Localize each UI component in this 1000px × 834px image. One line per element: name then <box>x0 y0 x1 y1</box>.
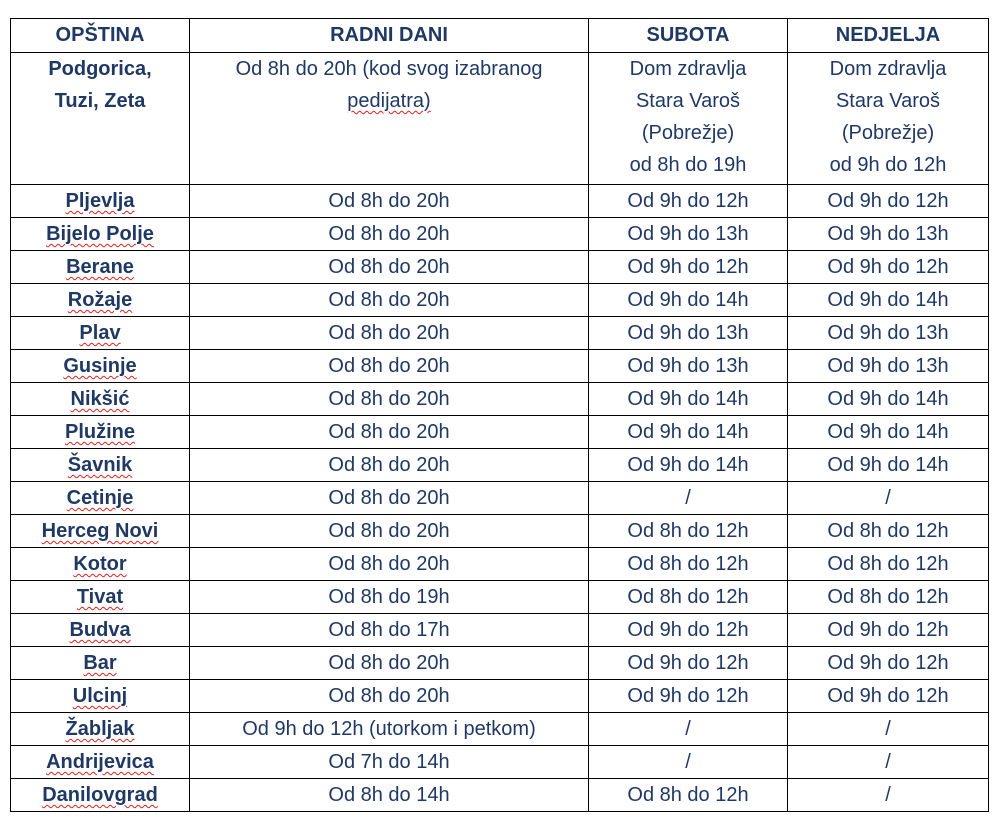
saturday-text: Od 8h do 12h <box>627 784 749 806</box>
saturday-cell <box>589 548 788 581</box>
saturday-text: / <box>685 718 691 740</box>
weekdays-cell <box>190 548 589 581</box>
saturday-text: Od 8h do 12h <box>627 520 749 542</box>
municipality-cell <box>11 647 190 680</box>
weekdays-cell <box>190 482 589 515</box>
municipality-text: Plužine <box>64 421 135 443</box>
municipality-cell <box>11 251 190 284</box>
weekdays-text: Od 8h do 19h <box>328 586 450 608</box>
weekdays-cell <box>190 317 589 350</box>
municipality-text: Rožaje <box>67 289 133 311</box>
sunday-cell <box>788 581 989 614</box>
table-row <box>11 746 989 779</box>
header-row <box>11 19 989 53</box>
table-row <box>11 350 989 383</box>
municipality-cell <box>11 515 190 548</box>
saturday-cell <box>589 779 788 812</box>
weekdays-text: Od 8h do 20h <box>328 223 450 245</box>
sunday-cell <box>788 647 989 680</box>
municipality-cell <box>11 449 190 482</box>
municipality-cell <box>11 482 190 515</box>
saturday-cell <box>589 482 788 515</box>
sunday-cell <box>788 449 989 482</box>
municipality-text: Tivat <box>76 586 124 608</box>
weekdays-cell <box>190 218 589 251</box>
table-row <box>11 317 989 350</box>
sunday-cell <box>788 185 989 218</box>
table-row <box>11 515 989 548</box>
municipality-line: Tuzi, Zeta <box>54 90 146 112</box>
municipality-text: Nikšić <box>70 388 130 410</box>
weekdays-text: Od 8h do 14h <box>328 784 450 806</box>
saturday-text: Od 8h do 12h <box>627 553 749 575</box>
saturday-text: Od 8h do 12h <box>627 586 749 608</box>
municipality-cell <box>11 713 190 746</box>
weekdays-cell <box>190 647 589 680</box>
sunday-text: Od 9h do 12h <box>827 619 949 641</box>
saturday-line: od 8h do 19h <box>629 154 747 176</box>
municipality-cell <box>11 53 190 185</box>
weekdays-text: Od 9h do 12h (utorkom i petkom) <box>242 718 536 740</box>
saturday-text: Od 9h do 12h <box>627 619 749 641</box>
sunday-line: Stara Varoš <box>835 90 941 112</box>
weekdays-text: Od 8h do 20h <box>328 256 450 278</box>
sunday-text: Od 9h do 14h <box>827 289 949 311</box>
weekdays-cell <box>190 383 589 416</box>
sunday-cell <box>788 713 989 746</box>
weekdays-text: Od 8h do 20h <box>328 454 450 476</box>
weekdays-text: Od 8h do 20h <box>328 652 450 674</box>
sunday-text: Od 8h do 12h <box>827 553 949 575</box>
table-row <box>11 680 989 713</box>
saturday-text: Od 9h do 13h <box>627 355 749 377</box>
municipality-text: Ulcinj <box>72 685 128 707</box>
weekdays-cell <box>190 515 589 548</box>
weekdays-text: Od 8h do 20h <box>328 289 450 311</box>
sunday-cell <box>788 53 989 185</box>
sunday-text: Od 9h do 13h <box>827 322 949 344</box>
sunday-text: Od 9h do 14h <box>827 421 949 443</box>
sunday-text: Od 9h do 14h <box>827 388 949 410</box>
weekdays-text: Od 8h do 20h <box>328 685 450 707</box>
table-row <box>11 416 989 449</box>
sunday-cell <box>788 251 989 284</box>
municipality-cell <box>11 185 190 218</box>
saturday-cell <box>589 581 788 614</box>
sunday-text: / <box>885 751 891 773</box>
sunday-cell <box>788 548 989 581</box>
saturday-cell <box>589 350 788 383</box>
header-sunday: NEDJELJA <box>788 19 989 53</box>
saturday-cell <box>589 713 788 746</box>
saturday-text: Od 9h do 12h <box>627 256 749 278</box>
saturday-cell <box>589 185 788 218</box>
sunday-cell <box>788 746 989 779</box>
saturday-line: Stara Varoš <box>635 90 741 112</box>
weekdays-cell <box>190 284 589 317</box>
municipality-line: Podgorica, <box>48 58 152 80</box>
saturday-cell <box>589 680 788 713</box>
saturday-cell <box>589 515 788 548</box>
weekdays-text: Od 8h do 20h <box>328 421 450 443</box>
weekdays-line: Od 8h do 20h (kod svog izabranog <box>235 58 543 80</box>
table-row <box>11 383 989 416</box>
weekdays-cell <box>190 779 589 812</box>
table-row <box>11 647 989 680</box>
table-row <box>11 185 989 218</box>
saturday-cell <box>589 746 788 779</box>
municipality-text: Gusinje <box>63 355 137 377</box>
weekdays-cell <box>190 53 589 185</box>
municipality-text: Žabljak <box>65 718 135 740</box>
table-row <box>11 284 989 317</box>
saturday-text: Od 9h do 13h <box>627 322 749 344</box>
saturday-cell <box>589 647 788 680</box>
municipality-text: Berane <box>66 256 134 278</box>
municipality-text: Plav <box>79 322 121 344</box>
weekdays-line: pedijatra) <box>347 90 431 112</box>
table-row <box>11 548 989 581</box>
saturday-cell <box>589 53 788 185</box>
sunday-line: od 9h do 12h <box>829 154 947 176</box>
saturday-text: Od 9h do 13h <box>627 223 749 245</box>
weekdays-cell <box>190 350 589 383</box>
weekdays-cell <box>190 251 589 284</box>
saturday-cell <box>589 449 788 482</box>
municipality-cell <box>11 581 190 614</box>
sunday-cell <box>788 350 989 383</box>
sunday-cell <box>788 680 989 713</box>
saturday-text: Od 9h do 14h <box>627 388 749 410</box>
sunday-cell <box>788 317 989 350</box>
sunday-text: / <box>885 487 891 509</box>
sunday-cell <box>788 482 989 515</box>
sunday-text: Od 9h do 13h <box>827 355 949 377</box>
weekdays-cell <box>190 416 589 449</box>
table-row <box>11 482 989 515</box>
sunday-cell <box>788 614 989 647</box>
table-row <box>11 218 989 251</box>
weekdays-cell <box>190 614 589 647</box>
table-row <box>11 614 989 647</box>
weekdays-text: Od 8h do 17h <box>328 619 450 641</box>
saturday-text: Od 9h do 14h <box>627 289 749 311</box>
sunday-text: / <box>885 718 891 740</box>
sunday-cell <box>788 284 989 317</box>
municipality-text: Budva <box>69 619 131 641</box>
municipality-cell <box>11 548 190 581</box>
sunday-cell <box>788 515 989 548</box>
sunday-cell <box>788 383 989 416</box>
weekdays-cell <box>190 713 589 746</box>
weekdays-text: Od 8h do 20h <box>328 520 450 542</box>
saturday-cell <box>589 218 788 251</box>
municipality-cell <box>11 350 190 383</box>
table-row <box>11 53 989 185</box>
municipality-cell <box>11 218 190 251</box>
municipality-text: Andrijevica <box>46 751 154 773</box>
municipality-cell <box>11 317 190 350</box>
table-row <box>11 713 989 746</box>
municipality-cell <box>11 779 190 812</box>
municipality-text: Danilovgrad <box>42 784 158 806</box>
municipality-text: Herceg Novi <box>41 520 159 542</box>
municipality-text: Cetinje <box>66 487 134 509</box>
sunday-line: (Pobrežje) <box>841 122 935 144</box>
weekdays-cell <box>190 746 589 779</box>
saturday-text: Od 9h do 14h <box>627 454 749 476</box>
weekdays-text: Od 8h do 20h <box>328 487 450 509</box>
municipality-cell <box>11 680 190 713</box>
saturday-line: Dom zdravlja <box>629 58 747 80</box>
pediatric-schedule-table <box>10 18 989 812</box>
municipality-cell <box>11 416 190 449</box>
saturday-cell <box>589 284 788 317</box>
sunday-text: Od 9h do 13h <box>827 223 949 245</box>
weekdays-cell <box>190 581 589 614</box>
municipality-text: Šavnik <box>67 454 133 476</box>
sunday-cell <box>788 218 989 251</box>
municipality-cell <box>11 284 190 317</box>
saturday-cell <box>589 614 788 647</box>
saturday-cell <box>589 251 788 284</box>
saturday-text: Od 9h do 12h <box>627 685 749 707</box>
municipality-cell <box>11 746 190 779</box>
saturday-cell <box>589 317 788 350</box>
table-row <box>11 779 989 812</box>
sunday-text: Od 9h do 12h <box>827 652 949 674</box>
sunday-text: Od 9h do 12h <box>827 685 949 707</box>
sunday-line: Dom zdravlja <box>829 58 947 80</box>
municipality-text: Pljevlja <box>65 190 135 212</box>
saturday-text: Od 9h do 12h <box>627 652 749 674</box>
weekdays-text: Od 8h do 20h <box>328 388 450 410</box>
header-weekdays: RADNI DANI <box>190 19 589 53</box>
municipality-cell <box>11 383 190 416</box>
municipality-text: Kotor <box>73 553 127 575</box>
sunday-cell <box>788 416 989 449</box>
saturday-text: Od 9h do 12h <box>627 190 749 212</box>
sunday-text: Od 9h do 14h <box>827 454 949 476</box>
sunday-cell <box>788 779 989 812</box>
saturday-cell <box>589 416 788 449</box>
weekdays-text: Od 8h do 20h <box>328 553 450 575</box>
sunday-text: Od 9h do 12h <box>827 256 949 278</box>
weekdays-cell <box>190 680 589 713</box>
table-row <box>11 581 989 614</box>
municipality-cell <box>11 614 190 647</box>
weekdays-text: Od 8h do 20h <box>328 355 450 377</box>
schedule-table-wrapper <box>10 18 989 812</box>
weekdays-text: Od 8h do 20h <box>328 190 450 212</box>
municipality-text: Bar <box>83 652 117 674</box>
header-municipality: OPŠTINA <box>11 19 190 53</box>
weekdays-text: Od 7h do 14h <box>328 751 450 773</box>
sunday-text: Od 8h do 12h <box>827 520 949 542</box>
header-saturday: SUBOTA <box>589 19 788 53</box>
sunday-text: Od 9h do 12h <box>827 190 949 212</box>
table-row <box>11 449 989 482</box>
saturday-text: / <box>685 751 691 773</box>
saturday-text: / <box>685 487 691 509</box>
sunday-text: / <box>885 784 891 806</box>
table-row <box>11 251 989 284</box>
sunday-text: Od 8h do 12h <box>827 586 949 608</box>
weekdays-cell <box>190 185 589 218</box>
municipality-text: Bijelo Polje <box>46 223 154 245</box>
saturday-line: (Pobrežje) <box>641 122 735 144</box>
saturday-cell <box>589 383 788 416</box>
saturday-text: Od 9h do 14h <box>627 421 749 443</box>
weekdays-text: Od 8h do 20h <box>328 322 450 344</box>
weekdays-cell <box>190 449 589 482</box>
